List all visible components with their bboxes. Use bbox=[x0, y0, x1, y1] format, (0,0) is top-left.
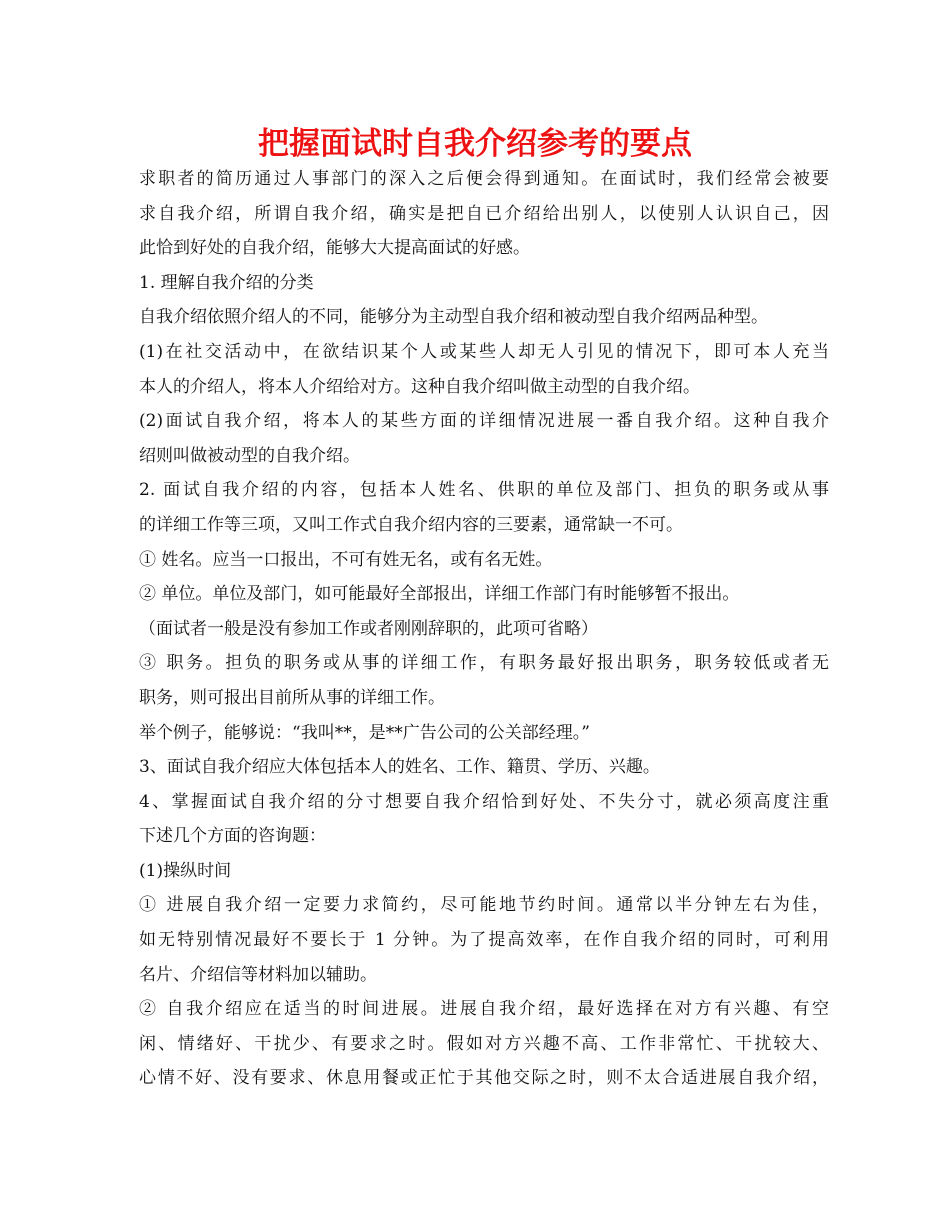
paragraph-line: 此恰到好处的自我介绍，能够大大提高面试的好感。 bbox=[139, 238, 530, 259]
list-item: ② 自我介绍应在适当的时间进展。进展自我介绍，最好选择在对方有兴趣、有空 bbox=[139, 999, 829, 1020]
paragraph-line: (1)在社交活动中，在欲结识某个人或某些人却无人引见的情况下，即可本人充当 bbox=[139, 341, 829, 362]
paragraph-line: 自我介绍依照介绍人的不同，能够分为主动型自我介绍和被动型自我介绍两品种型。 bbox=[139, 307, 768, 328]
list-item: ③ 职务。担负的职务或从事的详细工作，有职务最好报出职务，职务较低或者无 bbox=[139, 653, 829, 674]
list-item: ① 进展自我介绍一定要力求简约，尽可能地节约时间。通常以半分钟左右为佳， bbox=[139, 895, 829, 916]
section-heading: 3、面试自我介绍应大体包括本人的姓名、工作、籍贯、学历、兴趣。 bbox=[139, 757, 660, 778]
document-body bbox=[139, 162, 829, 1096]
section-heading: 1. 理解自我介绍的分类 bbox=[139, 272, 314, 293]
list-item: ① 姓名。应当一口报出，不可有姓无名，或有名无姓。 bbox=[139, 549, 553, 570]
paragraph-line: 绍则叫做被动型的自我介绍。 bbox=[139, 445, 360, 466]
paragraph-line: 求自我介绍，所谓自我介绍，确实是把自已介绍给出别人，以使别人认识自己，因 bbox=[139, 203, 829, 224]
paragraph-line: 名片、介绍信等材料加以辅助。 bbox=[139, 964, 377, 985]
paragraph-line: 职务，则可报出目前所从事的详细工作。 bbox=[139, 687, 445, 708]
section-heading: 4、掌握面试自我介绍的分寸想要自我介绍恰到好处、不失分寸，就必须高度注重 bbox=[139, 791, 829, 812]
paragraph-line: 的详细工作等三项，又叫工作式自我介绍内容的三要素，通常缺一不可。 bbox=[139, 514, 683, 535]
document-title: 把握面试时自我介绍参考的要点 bbox=[258, 126, 692, 162]
paragraph-line: （面试者一般是没有参加工作或者刚刚辞职的，此项可省略） bbox=[139, 618, 598, 639]
paragraph-line: 如无特别情况最好不要长于 1 分钟。为了提高效率，在作自我介绍的同时，可利用 bbox=[139, 930, 829, 951]
section-heading: 2. 面试自我介绍的内容，包括本人姓名、供职的单位及部门、担负的职务或从事 bbox=[139, 480, 829, 501]
paragraph-line: (2)面试自我介绍，将本人的某些方面的详细情况进展一番自我介绍。这种自我介 bbox=[139, 411, 829, 432]
list-item: ② 单位。单位及部门，如可能最好全部报出，详细工作部门有时能够暂不报出。 bbox=[139, 584, 740, 605]
paragraph-line: 心情不好、没有要求、休息用餐或正忙于其他交际之时，则不太合适进展自我介绍， bbox=[139, 1068, 829, 1089]
paragraph-line: 闲、情绪好、干扰少、有要求之时。假如对方兴趣不高、工作非常忙、干扰较大、 bbox=[139, 1033, 829, 1054]
paragraph-line: 本人的介绍人，将本人介绍给对方。这种自我介绍叫做主动型的自我介绍。 bbox=[139, 376, 700, 397]
subsection-heading: (1)操纵时间 bbox=[139, 860, 232, 881]
paragraph-line: 求职者的简历通过人事部门的深入之后便会得到通知。在面试时，我们经常会被要 bbox=[139, 169, 829, 189]
paragraph-line: 下述几个方面的咨询题： bbox=[139, 826, 326, 847]
paragraph-line: 举个例子，能够说：“我叫**，是**广告公司的公关部经理。” bbox=[139, 722, 590, 743]
